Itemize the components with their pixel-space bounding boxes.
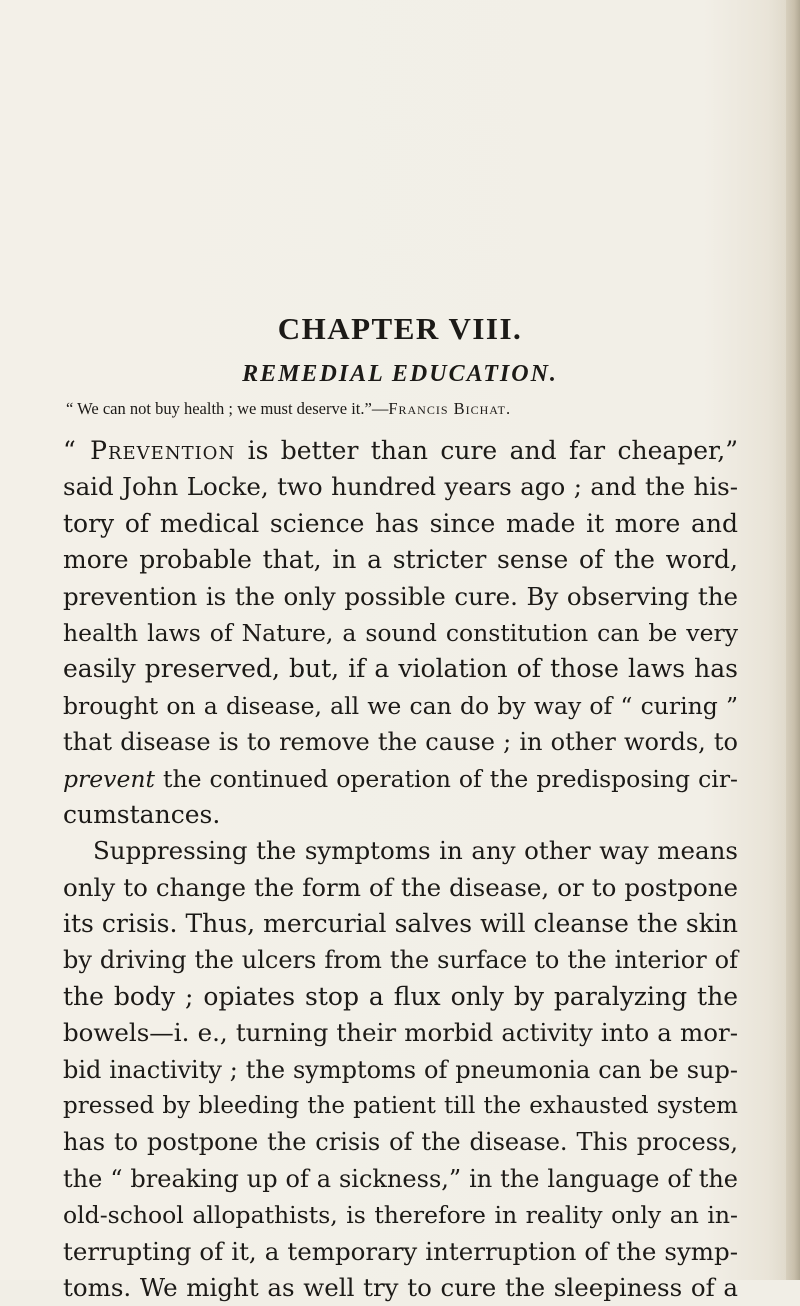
text-line: said John Locke, two hundred years ago ; and the his-: [63, 472, 738, 502]
epigraph-author: Francis Bichat.: [388, 399, 512, 418]
emphasis: prevent: [63, 764, 155, 793]
text-line: by driving the ulcers from the surface to the interior of: [63, 946, 738, 975]
text-line: terrupting of it, a temporary interruption of the symp-: [63, 1236, 738, 1266]
text-segment: is better than cure and far cheaper,”: [235, 436, 738, 465]
text-line: that disease is to remove the cause ; in other words, to: [63, 728, 738, 757]
text-line: Suppressing the symptoms in any other way means: [93, 836, 738, 866]
text-line: the body ; opiates stop a flux only by paralyzing the: [63, 981, 738, 1011]
text-line: easily preserved, but, if a violation of those laws has: [63, 654, 738, 684]
text-line: tory of medical science has since made it more and: [63, 508, 738, 538]
text-line: health laws of Nature, a sound constitution can be very: [63, 618, 738, 647]
section-title: REMEDIAL EDUCATION.: [242, 361, 558, 387]
epigraph: [66, 399, 766, 419]
text-segment: the continued operation of the predisposing cir-: [154, 764, 738, 793]
text-line: its crisis. Thus, mercurial salves will cleanse the skin: [63, 909, 738, 939]
text-line: more probable that, in a stricter sense of the word,: [63, 545, 738, 575]
text-line: the “ breaking up of a sickness,” in the language of the: [63, 1164, 738, 1193]
page-edge: [786, 0, 800, 1280]
epigraph-quote: “ We can not buy health ; we must deserve it.”—: [66, 399, 389, 418]
body-text: [63, 433, 738, 1306]
text-line: only to change the form of the disease, or to postpone: [63, 872, 738, 902]
text-line: pressed by bleeding the patient till the exhausted system: [63, 1093, 738, 1120]
text-line: [63, 761, 738, 797]
text-line: has to postpone the crisis of the disease. This process,: [63, 1128, 738, 1157]
chapter-title: CHAPTER VIII.: [277, 311, 523, 346]
text-line: brought on a disease, all we can do by way of “ curing ”: [63, 691, 738, 720]
text-line: toms. We might as well try to cure the sleepiness of a: [63, 1272, 738, 1302]
drop-word: “ Prevention: [63, 436, 236, 465]
text-line: [63, 433, 738, 469]
text-line: prevention is the only possible cure. By observing the: [63, 581, 738, 611]
text-line: cumstances.: [63, 799, 221, 829]
text-line: old-school allopathists, is therefore in reality only an in-: [63, 1201, 738, 1230]
text-line: bid inactivity ; the symptoms of pneumonia can be sup-: [63, 1055, 738, 1084]
text-line: bowels—i. e., turning their morbid activity into a mor-: [63, 1018, 738, 1048]
